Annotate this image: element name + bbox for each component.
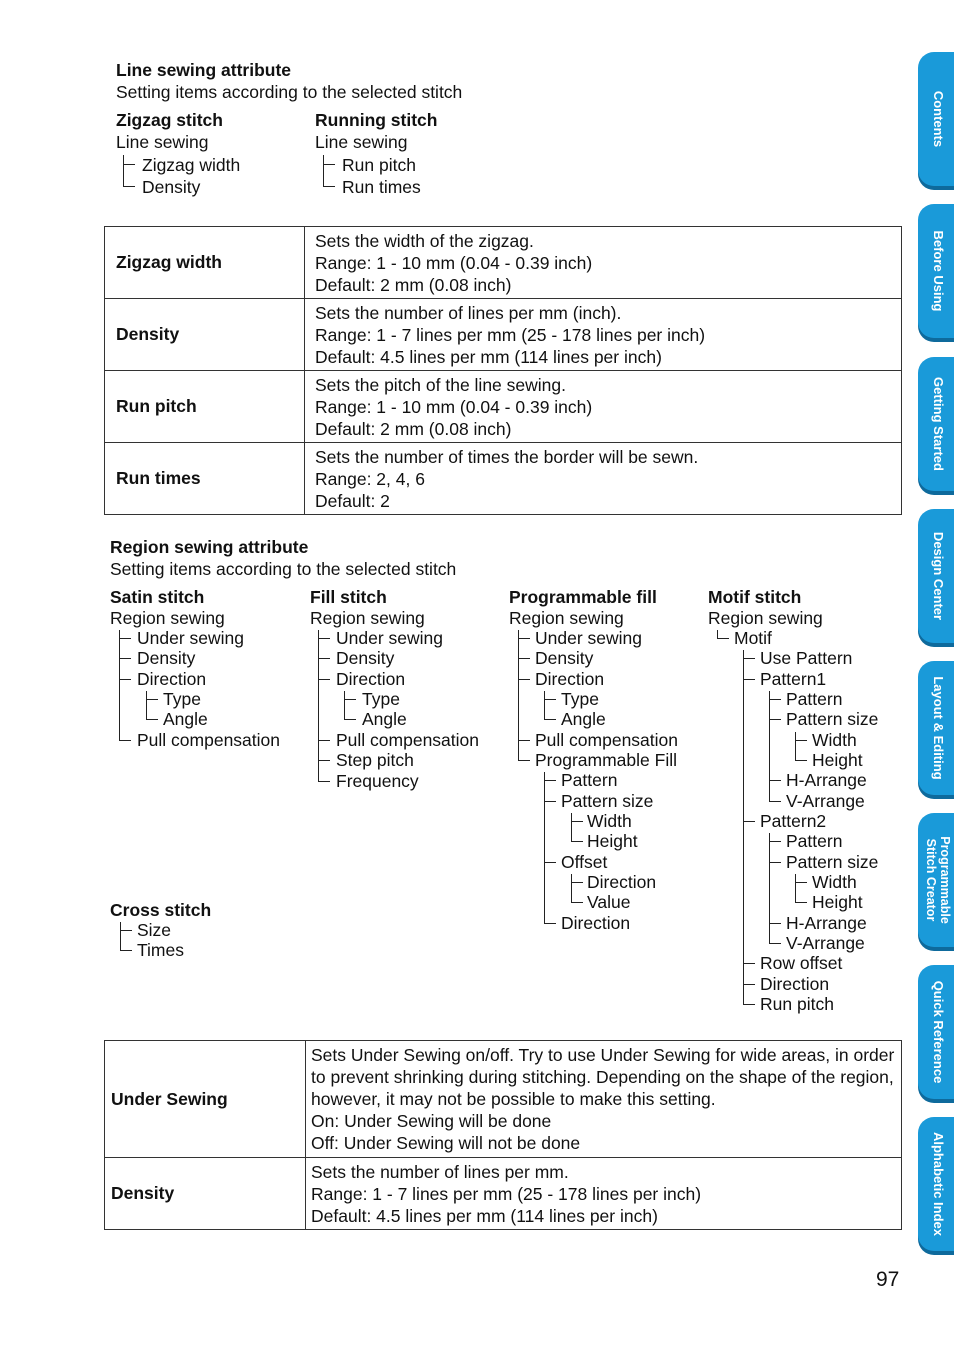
table-value-line: Range: 1 - 7 lines per mm (25 - 178 lines per inch) (311, 1183, 702, 1204)
running-stitch-title: Running stitch (315, 110, 438, 130)
tree-connector (544, 699, 556, 700)
table-key: Run pitch (105, 371, 305, 443)
tree-item: Direction (561, 913, 631, 933)
table-value-line: Range: 1 - 10 mm (0.04 - 0.39 inch) (315, 396, 593, 417)
tree-item: Direction (760, 974, 830, 994)
tree-item: Region sewing (708, 608, 823, 628)
tree-item: Under sewing (535, 628, 642, 648)
tree-item: Pull compensation (137, 730, 280, 750)
tree-connector (123, 186, 135, 187)
table-value (305, 443, 902, 515)
table-row (105, 227, 902, 299)
tree-connector (743, 984, 755, 985)
tree-connector (544, 772, 545, 923)
region-attr-table (104, 1040, 902, 1230)
table-key: Density (105, 299, 305, 371)
table-value-line: Range: 2, 4, 6 (315, 468, 425, 489)
tree-connector (769, 841, 781, 842)
tab-quick-reference[interactable] (918, 965, 954, 1099)
tree-item: Width (812, 730, 857, 750)
tree-item: Density (137, 648, 196, 668)
tree-item: Angle (561, 709, 606, 729)
tree-connector (146, 719, 158, 720)
tree-connector (795, 882, 807, 883)
tab-label: Design Center (931, 531, 946, 621)
tree-connector (323, 155, 324, 186)
table-value (305, 227, 902, 299)
tree-connector (344, 719, 356, 720)
tree-connector (518, 679, 530, 680)
table-value (306, 1041, 902, 1158)
tree-item: Pattern size (786, 709, 879, 729)
tree-connector (544, 923, 556, 924)
tree-item: Size (137, 920, 172, 940)
tree-connector (518, 760, 530, 761)
table-key: Run times (105, 443, 305, 515)
tree-connector (769, 780, 781, 781)
cross-stitch-title: Cross stitch (110, 900, 212, 920)
table-value-line: to prevent shrinking during stitching. Depending on the shape of the region, (311, 1067, 894, 1087)
tree-connector (344, 699, 356, 700)
tree-item: Pull compensation (535, 730, 678, 750)
tree-item: Offset (561, 852, 608, 872)
tree-connector (323, 164, 335, 165)
page-number: 97 (876, 1268, 900, 1291)
tree-item: Under sewing (336, 628, 443, 648)
tree-item: Region sewing (509, 608, 624, 628)
tree-connector (518, 658, 530, 659)
tree-connector (769, 719, 781, 720)
table-row (105, 371, 902, 443)
tree-item: Run pitch (760, 994, 834, 1014)
table-value-line: Default: 2 mm (0.08 inch) (315, 274, 512, 295)
motif-stitch-title: Motif stitch (708, 587, 802, 607)
tree-item: Pattern (561, 770, 618, 790)
tree-item: Pattern (786, 831, 843, 851)
tree-connector (323, 186, 335, 187)
tree-connector (743, 1004, 755, 1005)
tab-design-center[interactable] (918, 509, 954, 643)
tree-connector (769, 923, 781, 924)
tree-connector (119, 658, 131, 659)
tree-connector (318, 679, 330, 680)
table-key: Density (105, 1158, 306, 1230)
tree-item: Times (137, 940, 184, 960)
table-value-line: Off: Under Sewing will not be done (311, 1133, 581, 1153)
tree-item: Region sewing (310, 608, 425, 628)
region-attr-subheading: Setting items according to the selected stitch (110, 559, 457, 579)
tree-connector (318, 760, 330, 761)
tree-connector (795, 740, 807, 741)
tree-connector (743, 963, 755, 964)
region-attr-heading: Region sewing attribute (110, 537, 309, 557)
tree-item: Use Pattern (760, 648, 853, 668)
tree-item: Type (163, 689, 201, 709)
tree-connector (119, 630, 120, 740)
tree-connector (146, 691, 147, 719)
line-attr-subheading: Setting items according to the selected stitch (116, 82, 463, 102)
table-value-line: Sets Under Sewing on/off. Try to use Under Sewing for wide areas, in order (311, 1045, 895, 1065)
tab-label: Getting Started (931, 377, 946, 471)
table-key: Zigzag width (105, 227, 305, 299)
line-attr-table (104, 226, 902, 515)
tree-connector (544, 780, 556, 781)
tree-connector (769, 699, 781, 700)
tab-label: Before Using (931, 230, 946, 312)
tree-connector (743, 679, 755, 680)
tree-item: H-Arrange (786, 913, 867, 933)
tab-alphabetic-index[interactable] (918, 1117, 954, 1251)
line-attr-heading: Line sewing attribute (116, 60, 292, 80)
tab-label: Layout & Editing (931, 676, 946, 780)
tree-connector (717, 630, 718, 638)
tree-item: Direction (137, 669, 207, 689)
tree-item: Pattern1 (760, 669, 827, 689)
table-key: Under Sewing (105, 1041, 306, 1158)
zigzag-item: Zigzag width (142, 155, 241, 175)
tree-connector (318, 658, 330, 659)
tree-connector (795, 902, 807, 903)
table-row (105, 1041, 902, 1158)
tree-item: Frequency (336, 771, 419, 791)
tree-item: V-Arrange (786, 791, 865, 811)
tree-item: Row offset (760, 953, 843, 973)
tree-item: Direction (535, 669, 605, 689)
table-value-line: Sets the width of the zigzag. (315, 230, 534, 251)
table-value-line: Sets the pitch of the line sewing. (315, 374, 566, 395)
tree-item: Height (812, 750, 863, 770)
tree-item: Density (336, 648, 395, 668)
table-value (305, 299, 902, 371)
tree-connector (717, 638, 729, 639)
tree-item: H-Arrange (786, 770, 867, 790)
tree-connector (119, 679, 131, 680)
table-value-line: Default: 4.5 lines per mm (114 lines per inch) (311, 1205, 658, 1226)
tree-connector (544, 691, 545, 719)
tree-item: Motif (734, 628, 772, 648)
tree-item: Direction (336, 669, 406, 689)
tree-item: Type (362, 689, 400, 709)
tree-item: Value (587, 892, 631, 912)
tree-connector (795, 732, 796, 760)
table-value-line: Default: 2 mm (0.08 inch) (315, 418, 512, 439)
table-value-line: however, it may not be possible to make this setting. (311, 1089, 716, 1109)
tree-connector (123, 155, 124, 186)
tree-connector (318, 781, 330, 782)
zigzag-root: Line sewing (116, 132, 209, 152)
tree-connector (120, 950, 132, 951)
tree-connector (769, 691, 770, 801)
tree-connector (518, 638, 530, 639)
tree-item: Pattern size (561, 791, 654, 811)
tree-connector (571, 813, 572, 841)
running-root: Line sewing (315, 132, 408, 152)
tree-item: Pattern (786, 689, 843, 709)
zigzag-item: Density (142, 177, 201, 197)
table-row (105, 299, 902, 371)
table-value-line: Sets the number of lines per mm. (311, 1161, 569, 1182)
table-value-line: Range: 1 - 7 lines per mm (25 - 178 lines per inch) (315, 324, 706, 345)
tree-connector (571, 841, 583, 842)
tree-connector (571, 902, 583, 903)
tab-label: Alphabetic Index (931, 1131, 946, 1237)
tree-item: Width (812, 872, 857, 892)
table-row (105, 1158, 902, 1230)
tree-connector (571, 821, 583, 822)
tree-connector (318, 638, 330, 639)
tree-item: Programmable Fill (535, 750, 677, 770)
tree-connector (571, 882, 583, 883)
tree-connector (795, 760, 807, 761)
table-value-line: Sets the number of times the border will be sewn. (315, 446, 699, 467)
tree-connector (120, 930, 132, 931)
tab-before-using[interactable] (918, 204, 954, 338)
tree-item: Direction (587, 872, 657, 892)
tree-connector (571, 874, 572, 902)
table-value-line: On: Under Sewing will be done (311, 1111, 552, 1131)
tree-item: Under sewing (137, 628, 244, 648)
tree-connector (769, 833, 770, 943)
tab-contents[interactable] (918, 52, 954, 186)
tree-connector (120, 922, 121, 950)
table-row (105, 443, 902, 515)
tab-programmable-stitch-creator[interactable] (918, 813, 954, 947)
tree-connector (769, 801, 781, 802)
tree-item: V-Arrange (786, 933, 865, 953)
table-value-line: Sets the number of lines per mm (inch). (315, 302, 622, 323)
table-value-line: Default: 4.5 lines per mm (114 lines per inch) (315, 346, 662, 367)
satin-stitch-title: Satin stitch (110, 587, 205, 607)
tree-connector (769, 862, 781, 863)
tree-item: Type (561, 689, 599, 709)
running-item: Run pitch (342, 155, 416, 175)
tree-connector (119, 740, 131, 741)
tree-connector (743, 821, 755, 822)
programmable-fill-title: Programmable fill (509, 587, 657, 607)
tree-item: Height (587, 831, 638, 851)
tab-layout-editing[interactable] (918, 661, 954, 795)
tree-connector (518, 740, 530, 741)
tree-item: Width (587, 811, 632, 831)
zigzag-stitch-title: Zigzag stitch (116, 110, 223, 130)
tree-item: Angle (163, 709, 208, 729)
table-value-line: Range: 1 - 10 mm (0.04 - 0.39 inch) (315, 252, 593, 273)
tab-label: Quick Reference (931, 980, 946, 1084)
table-value-line: Default: 2 (315, 490, 390, 511)
tree-connector (743, 650, 744, 1004)
tab-getting-started[interactable] (918, 357, 954, 491)
tree-item: Step pitch (336, 750, 414, 770)
tab-label: Contents (931, 90, 946, 148)
tree-connector (544, 719, 556, 720)
tree-connector (318, 740, 330, 741)
running-item: Run times (342, 177, 421, 197)
tree-item: Angle (362, 709, 407, 729)
tree-connector (769, 943, 781, 944)
tree-item: Region sewing (110, 608, 225, 628)
tree-connector (795, 874, 796, 902)
tree-item: Height (812, 892, 863, 912)
tree-item: Pull compensation (336, 730, 479, 750)
tree-connector (344, 691, 345, 719)
table-value (305, 371, 902, 443)
tree-item: Pattern size (786, 852, 879, 872)
tree-connector (119, 638, 131, 639)
tree-item: Density (535, 648, 594, 668)
tree-connector (544, 801, 556, 802)
table-value (306, 1158, 902, 1230)
fill-stitch-title: Fill stitch (310, 587, 387, 607)
tree-connector (544, 862, 556, 863)
tree-connector (318, 630, 319, 781)
tab-label: Programmable Stitch Creator (924, 836, 952, 924)
tree-connector (123, 164, 135, 165)
tree-connector (743, 658, 755, 659)
tree-item: Pattern2 (760, 811, 827, 831)
tree-connector (146, 699, 158, 700)
